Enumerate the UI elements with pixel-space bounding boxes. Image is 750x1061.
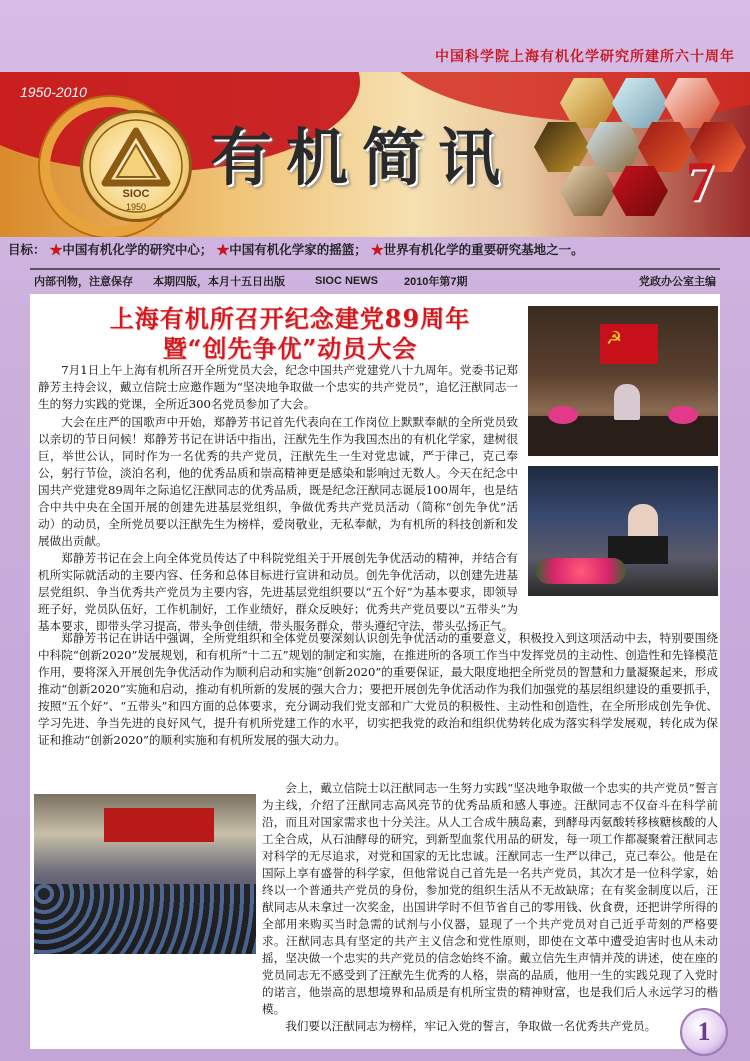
meta-internal: 内部刊物，注意保存 — [34, 276, 133, 288]
flower-pot — [548, 406, 578, 424]
emblem-year: 1950 — [125, 202, 147, 212]
meeting-banner — [104, 808, 214, 842]
sioc-emblem — [80, 110, 192, 222]
photo-lecturer — [528, 466, 718, 596]
article-panel — [30, 294, 720, 1049]
article-body-bottom — [262, 780, 718, 1035]
emblem-abbr: SIOC — [122, 188, 150, 200]
star-icon: ★ — [49, 242, 63, 257]
emblem-triangle-icon — [83, 113, 189, 219]
article-paragraph: 郑静芳书记在会上向全体党员传达了中科院党组关于开展创先争优活动的精神，并结合有机所实际就活动的主要内容、任务和总体目标进行宣讲和动员。创先争优活动，以创建先进基层党组织、争当优秀共产党员为主要内容，先进基层党组织要以“五个好”为基本要求，即领导班子好，党员队伍好，工作机制好，工作业绩好，群众反映好；优秀共产党员要以“五带头”为基本要求，即带头学习提高，带头争创佳绩，带头服务群众，带头遵纪守法，带头弘扬正气。 — [38, 551, 518, 633]
goal-item: 中国有机化学的研究中心； — [62, 242, 213, 257]
star-icon: ★ — [216, 242, 230, 257]
expo-photo-hex — [534, 122, 590, 172]
headline-line-2: 暨“创先争优”动员大会 — [162, 334, 418, 363]
article-paragraph: 大会在庄严的国歌声中开始，郑静芳书记首先代表向在工作岗位上默默奉献的全所党员致以亲切的节日问候！郑静芳书记在讲话中指出，汪猷先生作为我国杰出的有机化学家，建树很巨，举世公认，同时作为一名优秀的共产党员，汪猷先生一生对党忠诚，严于律己，克己奉公，躬行节俭，淡泊名利，他的优秀品质和崇高精神更是感染和影响过无数人。今天在纪念中国共产党建党89周年之际追忆汪猷同志的优秀品质，既是纪念汪猷同志诞辰100周年，也是结合中共中央在全国开展的创建先进基层党组织，争做优秀共产党员活动（简称“创先争优”活动）的动员，全所党员要以汪猷先生为榜样，爱岗敬业，无私奉献，为有机所的科技创新和发展做出贡献。 — [38, 415, 518, 548]
flower-pot — [668, 406, 698, 424]
article-body-wide — [38, 630, 718, 749]
meta-editor: 党政办公室主编 — [639, 276, 716, 288]
flower-arrangement — [536, 558, 626, 584]
meta-issue: 2010年第7期 — [403, 276, 468, 288]
goal-item: 中国有机化学家的摇篮； — [229, 242, 367, 257]
expo-photo-hex — [612, 166, 668, 216]
article-paragraph: 我们要以汪猷同志为榜样，牢记入党的誓言，争取做一名优秀共产党员。 — [285, 1019, 657, 1033]
masthead-title: 有机简讯 — [210, 121, 515, 194]
lecturer-figure — [628, 504, 658, 540]
page-number: 1 — [680, 1008, 728, 1056]
article-paragraph: 会上，戴立信院士以汪猷同志一生努力实践“坚决地争取做一个忠实的共产党员”誓言为主线，介绍了汪猷同志高风亮节的优秀品质和感人事迹。汪猷同志不仅奋斗在科学前沿，而且对国家需求也十分关注。从人工合成牛胰岛素，到酵母丙氨酸转移核糖核酸的人工全合成，从石油酵母的研究，到新型血浆代用品的研发，每一项工作都凝聚着汪猷同志对科学的无尽追求，对党和国家的无比忠诚。汪猷同志一生严以律己，克己奉公。他是在国际上享有盛誉的科学家，但他常说自己首先是一名共产党员，其次才是一位科学家，始终以一个普通共产党员的身份，参加党的组织生活从不无故缺席；在有奖金制度以后，汪猷同志从未拿过一次奖金，出国讲学时不但节省自己的零用钱、伙食费，还把讲学所得的全部用来购买当时急需的试剂与小仪器，显现了一个共产党员对自己近乎苛刻的严格要求。汪猷同志具有坚定的共产主义信念和党性原则，即使在文革中遭受迫害时也从未动摇，坚决做一个忠实的共产党员的信念始终不渝。戴立信先生声情并茂的讲述，使在座的党员同志无不感受到了汪猷先生优秀的人格，崇高的品质，他用一生的实践兑现了入党时的诺言，他崇高的思想境界和品质是有机所宝贵的精神财富，也是我们后人永远学习的楷模。 — [262, 781, 718, 1016]
article-headline — [70, 304, 510, 364]
audience-crowd — [34, 884, 256, 954]
meta-bar — [30, 268, 720, 292]
anniversary-line: 中国科学院上海有机化学研究所建所六十周年 — [435, 49, 735, 65]
party-flag — [600, 324, 658, 364]
headline-line-1: 上海有机所召开纪念建党89周年 — [109, 304, 471, 333]
photo-speaker-stage — [528, 306, 718, 456]
speaker-figure — [614, 384, 640, 420]
goals-prefix: 目标： — [8, 242, 46, 257]
star-icon: ★ — [371, 242, 384, 257]
article-body-top — [38, 362, 518, 413]
goal-item: 世界有机化学的重要研究基地之一。 — [383, 242, 584, 257]
article-paragraph: 郑静芳书记在讲话中强调，全所党组织和全体党员要深刻认识创先争优活动的重要意义，积极投入到这项活动中去，特别要围绕中科院“创新2020”发展规划，和有机所“十二五”规划的制定和实施，在推进所的各项工作当中发挥党员的主动性、创造性和先锋模范作用，要将深入开展创先争优活动作为顺利启动和实施“创新2020”的重要保证，最大限度地把全所党员的智慧和力量凝聚起来，形成推动“创新2020”实施和启动，推动有机所新的发展的强大合力；要把开展创先争优活动作为我们加强党的基层组织建设的重要抓手，按照“五个好”、“五带头”和四方面的总体要求，充分调动我们党支部和广大党员的积极性、主动性和创造性，在全所形成创先争优、学习先进、争当先进的良好风气，提升有机所党建工作的水平，切实把我党的政治和组织优势转化成为落实科学发展观，转化成为保证和推动“创新2020”的顺利实施和有机所发展的强大动力。 — [38, 631, 718, 747]
goals-line — [8, 240, 748, 258]
expo-photo-hex — [560, 166, 616, 216]
photo-audience — [34, 794, 256, 954]
article-body-mid — [38, 414, 518, 635]
meta-name-en: SIOC NEWS — [315, 275, 378, 287]
expo-photo-hex — [586, 122, 642, 172]
issue-number: 7 — [686, 151, 714, 213]
flag-emblem-icon: ☭ — [606, 328, 623, 349]
article-paragraph: 7月1日上午上海有机所召开全所党员大会，纪念中国共产党建党八十九周年。党委书记郑静芳主持会议，戴立信院士应邀作题为“坚决地争取做一个忠实的共产党员”，追忆汪猷同志一生的努力实践的党课，全所近300名党员参加了大会。 — [38, 363, 518, 411]
years-label: 1950-2010 — [20, 84, 87, 100]
meta-schedule: 本期四版，本月十五日出版 — [153, 276, 285, 288]
